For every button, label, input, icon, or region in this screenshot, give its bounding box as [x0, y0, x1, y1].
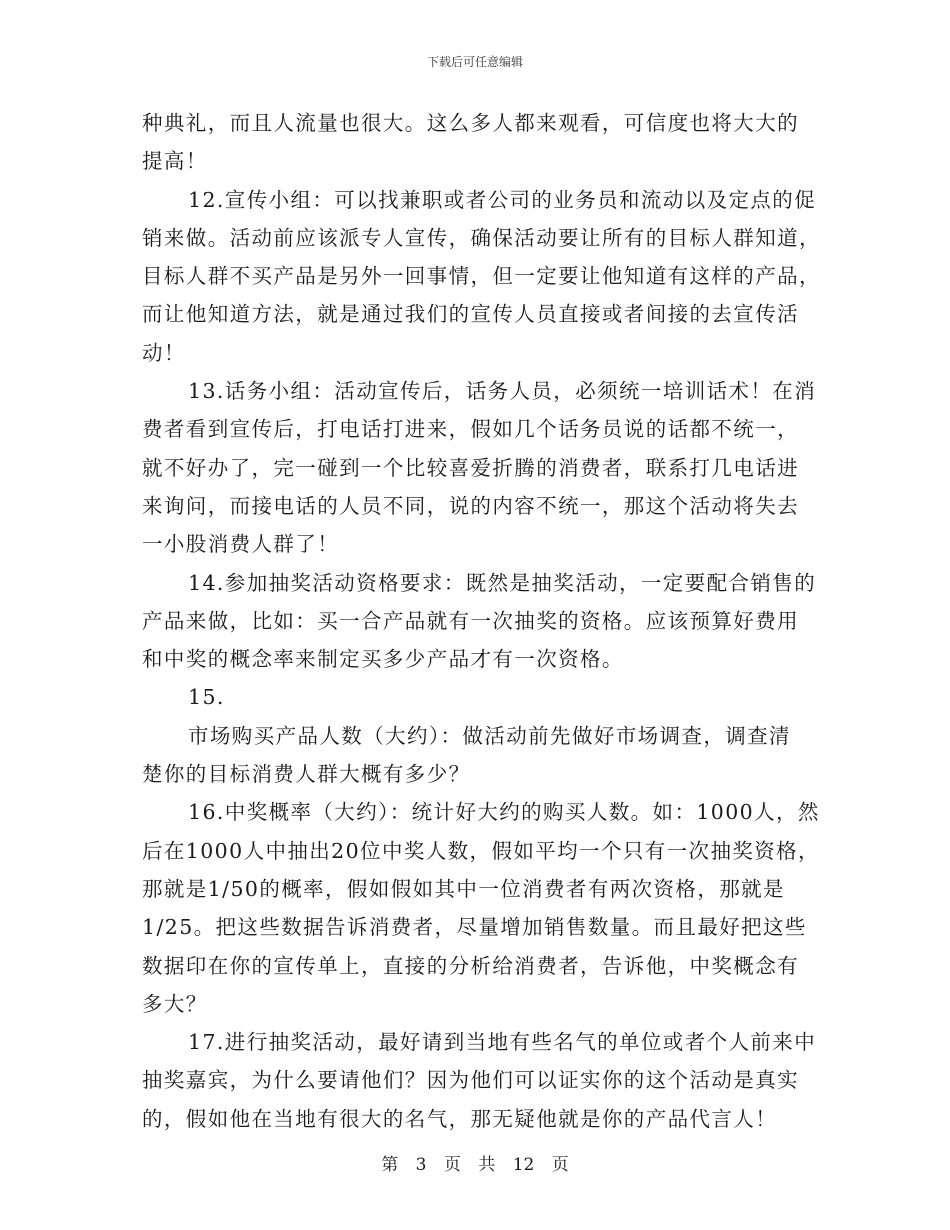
text-line: 和中奖的概念率来制定买多少产品才有一次资格。	[142, 647, 624, 672]
text-line: 那就是1/50的概率，假如假如其中一位消费者有两次资格，那就是	[142, 876, 785, 901]
text-line: 多大？	[142, 991, 208, 1016]
footer-page-word: 页	[443, 1155, 461, 1175]
paragraph-15-start: 市场购买产品人数（大约）：做活动前先做好市场调查，调查清	[188, 723, 791, 748]
page-number-footer	[0, 1153, 950, 1177]
text-line: 销来做。活动前应该派专人宣传，确保活动要让所有的目标人群知道，	[142, 225, 821, 250]
footer-total-word: 共	[478, 1155, 496, 1175]
text-line: 抽奖嘉宾，为什么要请他们？因为他们可以证实你的这个活动是真实	[142, 1068, 799, 1093]
text-line: 数据印在你的宣传单上，直接的分析给消费者，告诉他，中奖概念有	[142, 953, 799, 978]
paragraph-14-start: 14.参加抽奖活动资格要求：既然是抽奖活动，一定要配合销售的	[188, 570, 817, 595]
document-body	[142, 104, 821, 1138]
text-line: 1/25。把这些数据告诉消费者，尽量增加销售数量。而且最好把这些	[142, 915, 807, 940]
footer-prefix: 第	[381, 1155, 399, 1175]
text-line: 动！	[142, 340, 186, 365]
text-line: 种典礼，而且人流量也很大。这么多人都来观看，可信度也将大大的	[142, 111, 799, 135]
paragraph-15-number: 15.	[188, 685, 225, 710]
text-line: 楚你的目标消费人群大概有多少？	[142, 762, 471, 787]
text-line: 目标人群不买产品是另外一回事情，但一定要让他知道有这样的产品，	[142, 264, 821, 289]
current-page-number: 3	[415, 1155, 427, 1175]
paragraph-17-start: 17.进行抽奖活动，最好请到当地有些名气的单位或者个人前来中	[188, 1030, 817, 1055]
text-line: 的，假如他在当地有很大的名气，那无疑他就是你的产品代言人！	[142, 1106, 778, 1131]
paragraph-12-start: 12.宣传小组：可以找兼职或者公司的业务员和流动以及定点的促	[188, 187, 817, 212]
text-line: 费者看到宣传后，打电话打进来，假如几个话务员说的话都不统一，	[142, 417, 799, 442]
text-line: 来询问，而接电话的人员不同，说的内容不统一，那这个活动将失去	[142, 493, 799, 518]
text-line: 后在1000人中抽出20位中奖人数，假如平均一个只有一次抽奖资格，	[142, 838, 820, 863]
text-line: 一小股消费人群了！	[142, 532, 340, 557]
text-line: 而让他知道方法，就是通过我们的宣传人员直接或者间接的去宣传活	[142, 302, 799, 327]
text-line: 产品来做，比如：买一合产品就有一次抽奖的资格。应该预算好费用	[142, 608, 799, 633]
paragraph-16-start: 16.中奖概率（大约）：统计好大约的购买人数。如：1000人，然	[188, 800, 820, 825]
page-header: 下载后可任意编辑	[426, 55, 523, 69]
text-line: 就不好办了，完一碰到一个比较喜爱折腾的消费者，联系打几电话进	[142, 455, 799, 480]
text-line: 提高！	[142, 149, 208, 174]
total-pages-number: 12	[512, 1155, 535, 1175]
paragraph-13-start: 13.话务小组：活动宣传后，话务人员，必须统一培训话术！在消	[188, 379, 817, 404]
footer-suffix: 页	[551, 1155, 569, 1175]
